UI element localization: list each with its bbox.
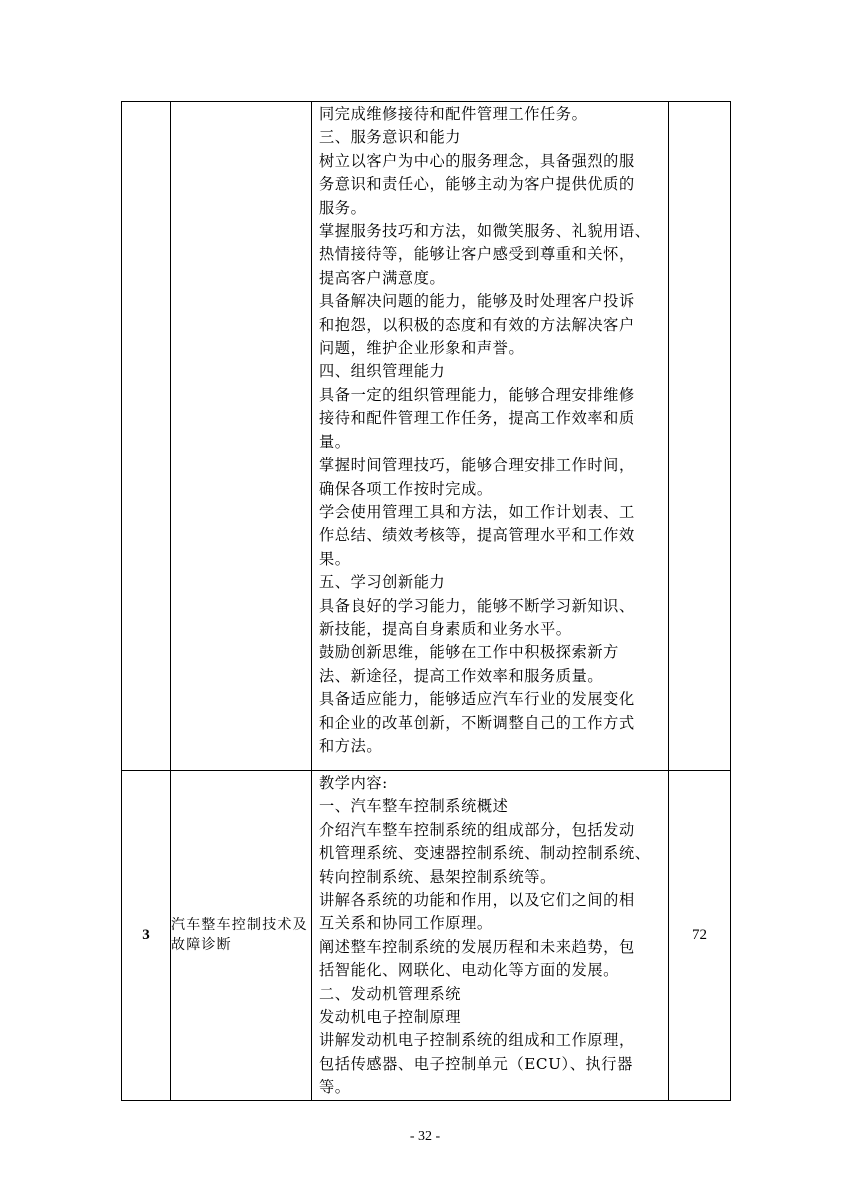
content-line: 具备良好的学习能力，能够不断学习新知识、 xyxy=(319,596,635,615)
content-line: 具备适应能力，能够适应汽车行业的发展变化 xyxy=(319,690,635,709)
content-line: 具备解决问题的能力，能够及时处理客户投诉 xyxy=(319,292,635,311)
content-line: 包括传感器、电子控制单元（ECU）、执行器 xyxy=(319,1054,633,1073)
content-line: 果。 xyxy=(319,549,351,568)
content-line: 接待和配件管理工作任务，提高工作效率和质 xyxy=(319,409,635,428)
content-line: 新技能，提高自身素质和业务水平。 xyxy=(319,619,572,638)
course-name-cell: 汽车整车控制技术及故障诊断 xyxy=(171,771,312,1101)
content-line: 服务。 xyxy=(319,198,367,217)
content-line: 具备一定的组织管理能力，能够合理安排维修 xyxy=(319,385,635,404)
content-line: 括智能化、网联化、电动化等方面的发展。 xyxy=(319,961,619,980)
content-line: 法、新途径，提高工作效率和服务质量。 xyxy=(319,666,604,685)
content-line: 五、学习创新能力 xyxy=(319,573,446,592)
row-index-cell xyxy=(122,102,171,771)
content-line: 务意识和责任心，能够主动为客户提供优质的 xyxy=(319,175,635,194)
content-line: 阐述整车控制系统的发展历程和未来趋势，包 xyxy=(319,937,635,956)
content-line: 教学内容: xyxy=(319,774,388,792)
content-line: 讲解发动机电子控制系统的组成和工作原理， xyxy=(319,1031,635,1050)
content-line: 三、服务意识和能力 xyxy=(319,128,462,147)
content-line: 发动机电子控制原理 xyxy=(319,1008,462,1027)
content-line: 二、发动机管理系统 xyxy=(319,984,462,1003)
content-line: 确保各项工作按时完成。 xyxy=(319,479,493,498)
content-line: 问题，维护企业形象和声誉。 xyxy=(319,339,525,358)
content-line: 等。 xyxy=(319,1078,351,1097)
table-row xyxy=(122,771,731,1101)
content-line: 转向控制系统、悬架控制系统等。 xyxy=(319,867,556,886)
page-number: - 32 - xyxy=(409,1129,441,1144)
content-line: 一、汽车整车控制系统概述 xyxy=(319,797,509,816)
hours-cell: 72 xyxy=(669,771,731,1101)
content-line: 掌握服务技巧和方法，如微笑服务、礼貌用语、 xyxy=(319,222,651,241)
content-line: 机管理系统、变速器控制系统、制动控制系统、 xyxy=(319,844,651,863)
content-line: 量。 xyxy=(319,432,351,451)
content-line: 作总结、绩效考核等，提高管理水平和工作效 xyxy=(319,526,635,545)
hours-cell xyxy=(669,102,731,771)
row-index-cell: 3 xyxy=(122,771,171,1101)
course-name-cell xyxy=(171,102,312,771)
content-line: 和方法。 xyxy=(319,736,383,755)
table-row xyxy=(122,102,731,771)
content-line: 树立以客户为中心的服务理念，具备强烈的服 xyxy=(319,151,635,170)
content-line: 提高客户满意度。 xyxy=(319,268,446,287)
content-line: 同完成维修接待和配件管理工作任务。 xyxy=(319,105,588,123)
course-content xyxy=(312,102,668,758)
content-line: 和企业的改革创新，不断调整自己的工作方式 xyxy=(319,713,635,732)
content-line: 热情接待等，能够让客户感受到尊重和关怀， xyxy=(319,245,635,264)
content-line: 鼓励创新思维，能够在工作中积极探索新方 xyxy=(319,643,619,662)
content-line: 四、组织管理能力 xyxy=(319,362,446,381)
course-content xyxy=(312,771,668,1100)
course-content-cell xyxy=(312,771,669,1101)
content-line: 学会使用管理工具和方法，如工作计划表、工 xyxy=(319,502,635,521)
content-line: 讲解各系统的功能和作用，以及它们之间的相 xyxy=(319,891,635,910)
content-line: 掌握时间管理技巧，能够合理安排工作时间， xyxy=(319,456,635,475)
course-table xyxy=(121,101,731,1101)
course-content-cell xyxy=(312,102,669,771)
content-line: 和抱怨，以积极的态度和有效的方法解决客户 xyxy=(319,315,635,334)
content-line: 互关系和协同工作原理。 xyxy=(319,914,493,933)
content-line: 介绍汽车整车控制系统的组成部分，包括发动 xyxy=(319,820,635,839)
